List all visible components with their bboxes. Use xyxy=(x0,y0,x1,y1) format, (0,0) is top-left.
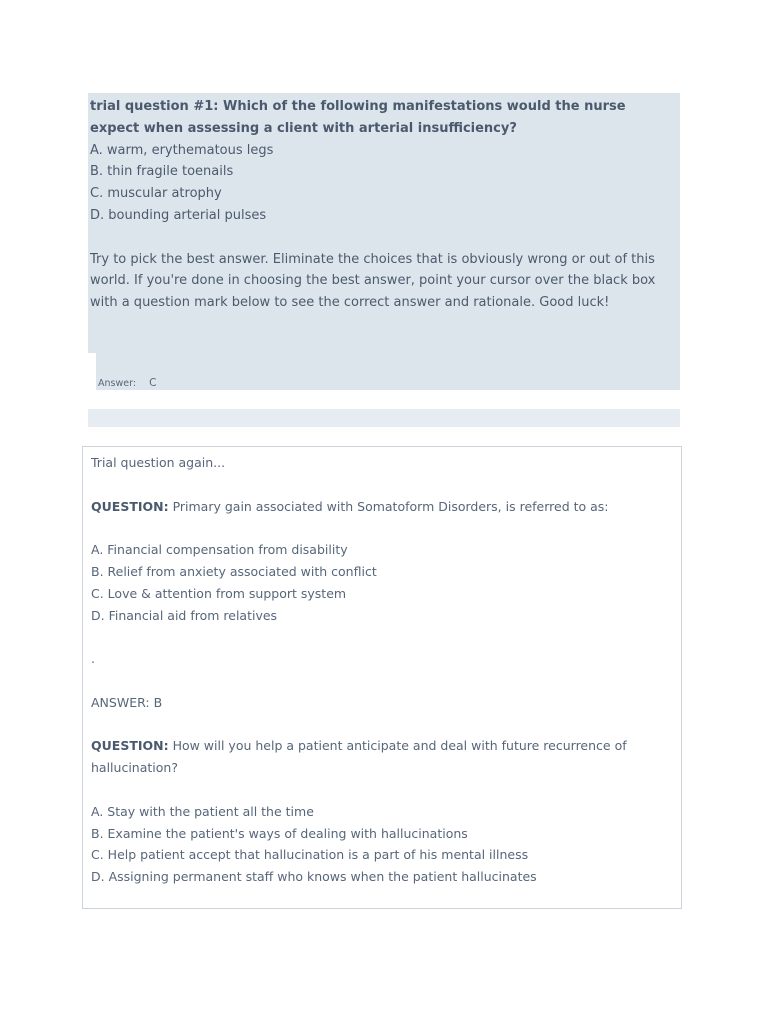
question-1-text: Primary gain associated with Somatoform Disorders, is referred to as: xyxy=(168,498,609,514)
trial-choice-b: B. thin fragile toenails xyxy=(90,164,234,180)
question-2-text: How will you help a patient anticipate and deal with future recurrence of hallucination? xyxy=(91,738,627,776)
trial-question-panel xyxy=(88,93,680,390)
intro-text: Trial question again... xyxy=(91,455,226,470)
answer-label: Answer: xyxy=(98,378,137,389)
q2-choice-d: D. Assigning permanent staff who knows when the patient hallucinates xyxy=(91,869,537,885)
panel-notch xyxy=(88,353,96,390)
trial-question-text: trial question #1: Which of the following manifestations would the nurse expect when assessing a client with arterial insufficiency? xyxy=(90,99,626,136)
q1-choice-a: A. Financial compensation from disability xyxy=(91,542,348,558)
separator-bar xyxy=(88,409,680,427)
q1-choice-c: C. Love & attention from support system xyxy=(91,585,347,601)
trial-choice-a: A. warm, erythematous legs xyxy=(90,142,274,158)
answer-value: C xyxy=(149,377,157,389)
questions-panel xyxy=(82,446,682,909)
q1-answer: ANSWER: B xyxy=(91,694,163,710)
trial-choice-c: C. muscular atrophy xyxy=(90,186,222,202)
trial-answer-reveal[interactable] xyxy=(98,377,156,389)
q2-choice-a: A. Stay with the patient all the time xyxy=(91,803,314,819)
question-1 xyxy=(91,496,675,518)
q1-choice-b: B. Relief from anxiety associated with conflict xyxy=(91,563,377,579)
trial-choice-d: D. bounding arterial pulses xyxy=(90,207,267,223)
trial-instructions: Try to pick the best answer. Eliminate the choices that is obviously wrong or out of this world. If you're done in choosing the best answer, point your cursor over the black box with a question mark below to see the correct answer and rationale. Good luck! xyxy=(90,251,656,311)
q2-choice-c: C. Help patient accept that hallucination is a part of his mental illness xyxy=(91,847,529,863)
question-1-label: QUESTION: xyxy=(91,498,169,514)
questions-content xyxy=(91,452,675,888)
q2-choice-b: B. Examine the patient's ways of dealing with hallucinations xyxy=(91,825,468,841)
q1-choice-d: D. Financial aid from relatives xyxy=(91,607,278,623)
question-2-label: QUESTION: xyxy=(91,738,169,754)
trial-question-content xyxy=(90,96,678,314)
q1-dot: . xyxy=(91,651,95,667)
question-2 xyxy=(91,735,675,779)
